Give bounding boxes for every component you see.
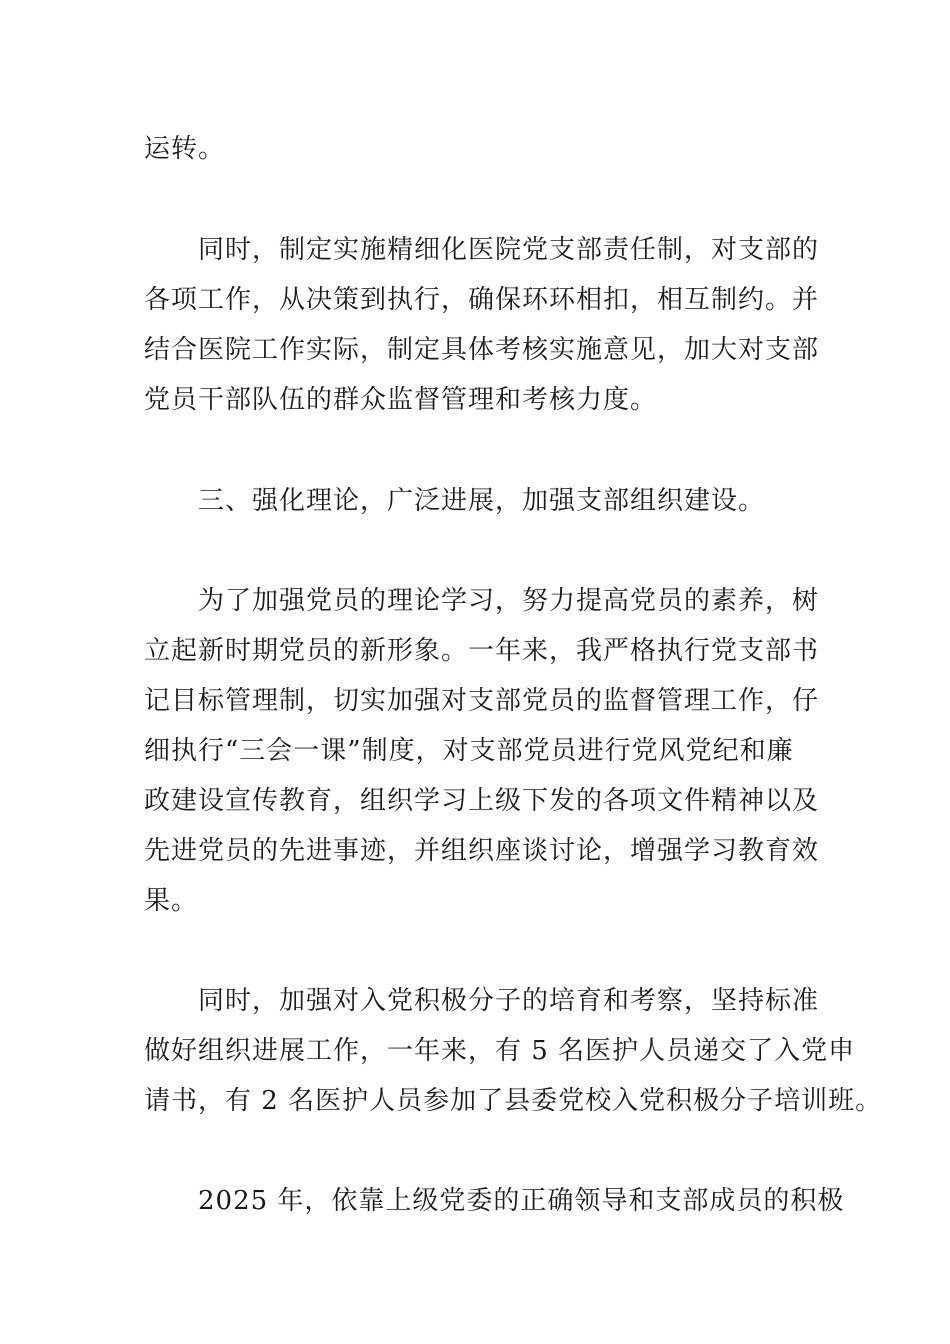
paragraph-line: 党员干部队伍的群众监督管理和考核力度。 bbox=[144, 385, 658, 415]
paragraph-line: 政建设宣传教育，组织学习上级下发的各项文件精神以及 bbox=[144, 786, 820, 816]
paragraph-line: 运转。 bbox=[144, 134, 226, 164]
paragraph-line: 先进党员的先进事迹，并组织座谈讨论，增强学习教育效 bbox=[144, 836, 820, 866]
paragraph-line: 请书，有 2 名医护人员参加了县委党校入党积极分子培训班。 bbox=[144, 1086, 883, 1116]
section-heading: 三、强化理论，广泛进展，加强支部组织建设。 bbox=[198, 486, 766, 516]
paragraph-line: 同时，制定实施精细化医院党支部责任制，对支部的 bbox=[198, 235, 820, 265]
paragraph-line: 结合医院工作实际，制定具体考核实施意见，加大对支部 bbox=[144, 335, 820, 365]
paragraph-line: 记目标管理制，切实加强对支部党员的监督管理工作，仔 bbox=[144, 686, 820, 716]
paragraph-line: 同时，加强对入党积极分子的培育和考察，坚持标准 bbox=[198, 986, 820, 1016]
paragraph-line: 为了加强党员的理论学习，努力提高党员的素养，树 bbox=[198, 586, 820, 616]
paragraph-line: 2025 年，依靠上级党委的正确领导和支部成员的积极 bbox=[198, 1186, 845, 1216]
paragraph-line: 细执行“三会一课”制度，对支部党员进行党风党纪和廉 bbox=[144, 736, 794, 766]
paragraph-line: 立起新时期党员的新形象。一年来，我严格执行党支部书 bbox=[144, 636, 820, 666]
paragraph-line: 做好组织进展工作，一年来，有 5 名医护人员递交了入党申 bbox=[144, 1036, 856, 1066]
paragraph-line: 各项工作，从决策到执行，确保环环相扣，相互制约。并 bbox=[144, 285, 820, 315]
paragraph-line: 果。 bbox=[144, 886, 199, 916]
